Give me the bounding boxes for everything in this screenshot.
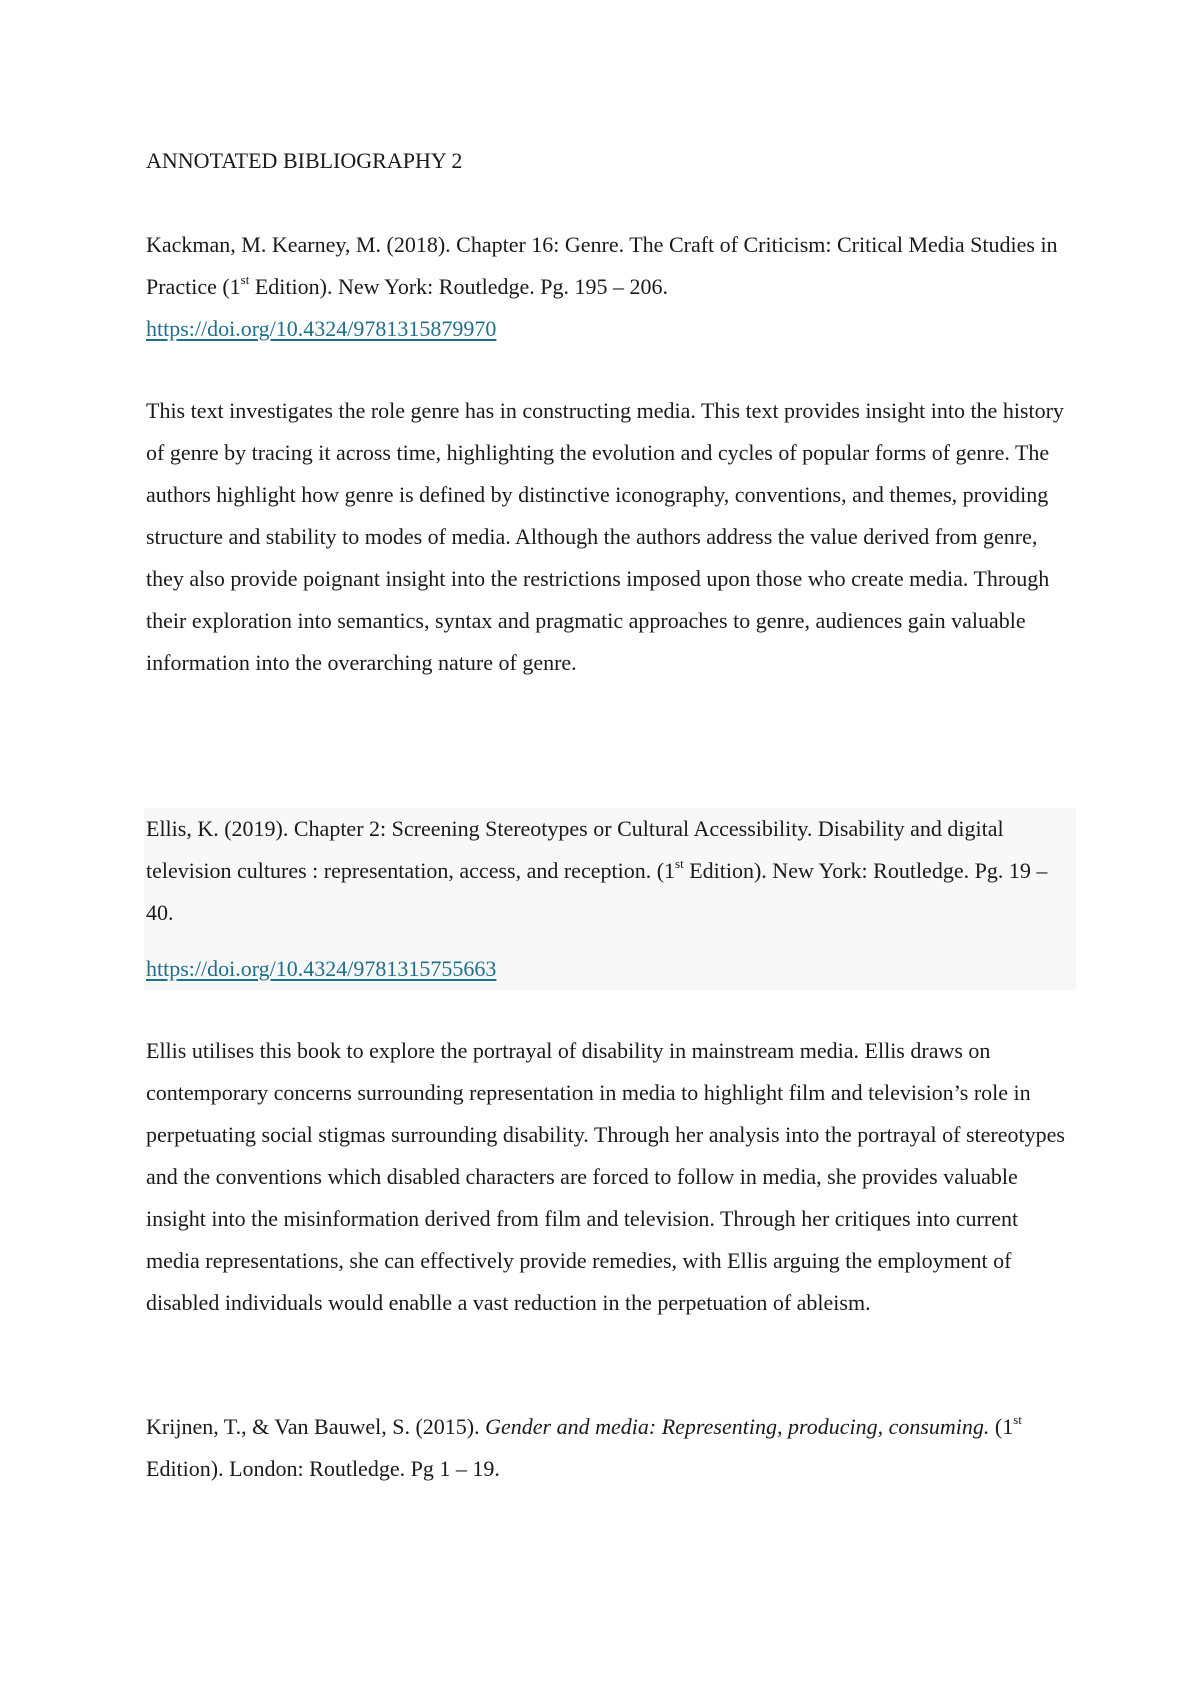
- citation-text: Edition). London: Routledge. Pg 1 – 19.: [146, 1456, 500, 1481]
- citation-kackman: [146, 224, 1068, 350]
- ordinal-suffix: st: [1013, 1411, 1022, 1427]
- ordinal-suffix: st: [675, 855, 684, 871]
- doi-link[interactable]: https://doi.org/10.4324/9781315755663: [146, 956, 497, 981]
- doi-link[interactable]: https://doi.org/10.4324/9781315879970: [146, 316, 497, 341]
- citation-text: Krijnen, T., & Van Bauwel, S. (2015).: [146, 1414, 486, 1439]
- page-content: [146, 140, 1068, 1490]
- annotation-kackman: This text investigates the role genre has in constructing media. This text provides insight into the history of genre by tracing it across time, highlighting the evolution and cycles of popular forms of genre. The authors highlight how genre is defined by distinctive iconography, conventions, and themes, providing structure and stability to modes of media. Although the authors address the value derived from genre, they also provide poignant insight into the restrictions imposed upon those who create media. Through their exploration into semantics, syntax and pragmatic approaches to genre, audiences gain valuable information into the overarching nature of genre.: [146, 398, 1064, 675]
- citation-text: Kackman, M. Kearney, M. (2018). Chapter 16: Genre. The Craft of Criticism: Critical Media Studies in Practice (1: [146, 232, 1058, 299]
- annotation-ellis: Ellis utilises this book to explore the portrayal of disability in mainstream media. Ellis draws on contemporary concerns surrounding representation in media to highlight film and television’s role in perpetuating social stigmas surrounding disability. Through her analysis into the portrayal of stereotypes and the conventions which disabled characters are forced to follow in media, she provides valuable insight into the misinformation derived from film and television. Through her critiques into current media representations, she can effectively provide remedies, with Ellis arguing the employment of disabled individuals would enablle a vast reduction in the perpetuation of ableism.: [146, 1038, 1065, 1315]
- citation-text: Ellis, K. (2019). Chapter 2: Screening Stereotypes or Cultural Accessibility. Disability and digital television cultures : representation, access, and reception. (1: [146, 816, 1004, 883]
- ordinal-suffix: st: [240, 271, 250, 287]
- citation-ellis: [144, 808, 1076, 990]
- citation-krijnen: [146, 1406, 1068, 1490]
- citation-text: Edition). New York: Routledge. Pg. 19 – 40.: [146, 858, 1048, 925]
- book-title: Gender and media: Representing, producing, consuming.: [485, 1414, 990, 1439]
- citation-text: (1: [989, 1414, 1014, 1439]
- citation-text: Edition). New York: Routledge. Pg. 195 – 206.: [249, 274, 668, 299]
- running-head: ANNOTATED BIBLIOGRAPHY 2: [146, 148, 463, 173]
